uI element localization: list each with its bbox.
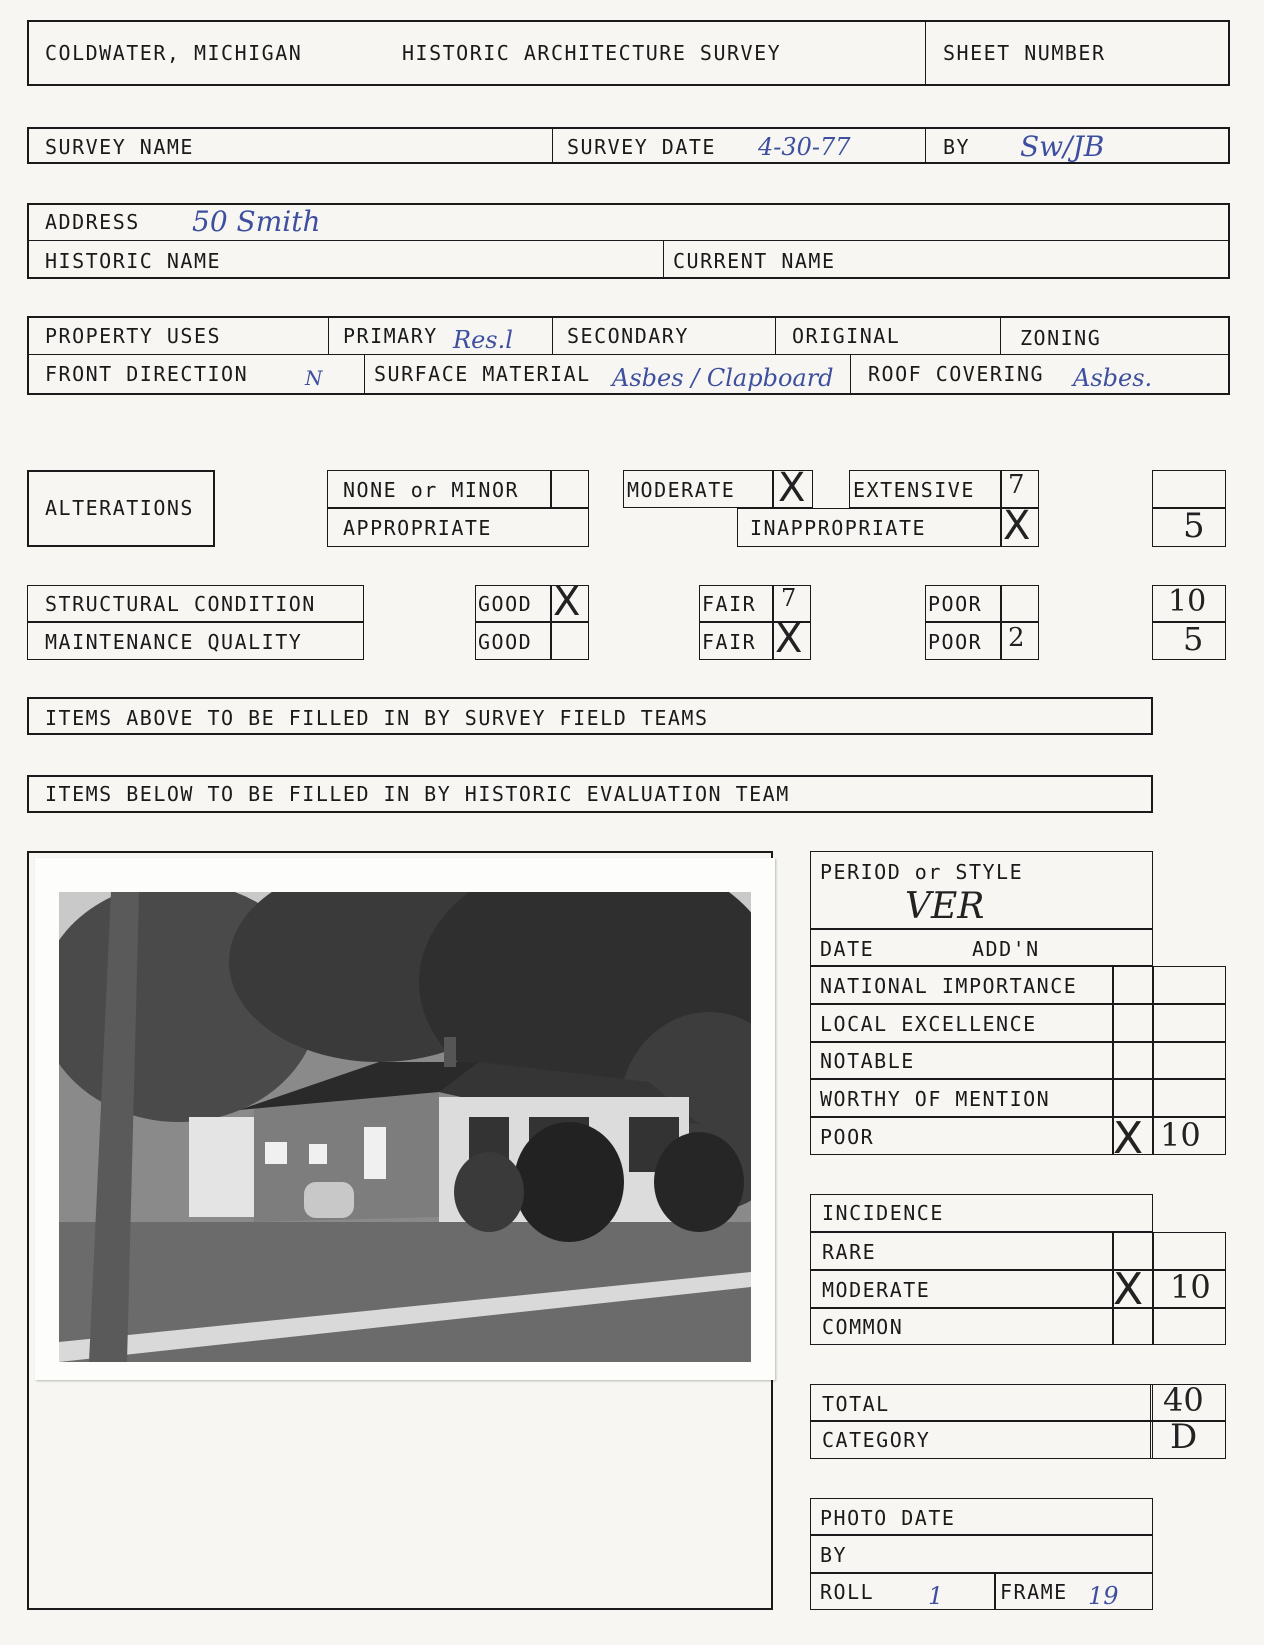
survey-date-label: SURVEY DATE: [567, 135, 716, 159]
secondary-label: SECONDARY: [567, 324, 689, 348]
current-name-label: CURRENT NAME: [673, 249, 836, 273]
incidence-moderate-label: MODERATE: [822, 1278, 931, 1302]
photo-date-label: PHOTO DATE: [820, 1506, 956, 1530]
header-divider: [925, 20, 926, 86]
period-label: PERIOD or STYLE: [820, 860, 1024, 884]
eval-score-national: [1153, 966, 1226, 1004]
inappropriate-label: INAPPROPRIATE: [750, 516, 927, 540]
total-value: 40: [1163, 1381, 1204, 1419]
structural-score: 10: [1168, 584, 1207, 619]
national-importance-label: NATIONAL IMPORTANCE: [820, 974, 1078, 998]
category-label: CATEGORY: [822, 1428, 931, 1452]
historic-name-label: HISTORIC NAME: [45, 249, 222, 273]
zoning-label: ZONING: [1020, 326, 1102, 350]
survey-by-value: Sw/JB: [1020, 130, 1105, 163]
none-minor-check[interactable]: [551, 470, 589, 508]
eval-check-notable[interactable]: [1113, 1042, 1153, 1079]
property-divider-h: [27, 354, 1230, 355]
structural-poor-label: POOR: [928, 592, 983, 616]
primary-label: PRIMARY: [343, 324, 438, 348]
eval-poor-label: POOR: [820, 1125, 875, 1149]
alterations-score-top: [1152, 470, 1226, 508]
frame-label: FRAME: [1000, 1580, 1068, 1604]
surface-material-label: SURFACE MATERIAL: [374, 362, 591, 386]
none-minor-label: NONE or MINOR: [343, 478, 520, 502]
front-direction-label: FRONT DIRECTION: [45, 362, 249, 386]
property-v6: [850, 354, 851, 395]
primary-value: Res.l: [453, 326, 513, 354]
period-value: VER: [905, 886, 985, 927]
address-label: ADDRESS: [45, 210, 140, 234]
survey-name-label: SURVEY NAME: [45, 135, 194, 159]
eval-check-national[interactable]: [1113, 966, 1153, 1004]
house-photo: [35, 858, 775, 1380]
form-title: HISTORIC ARCHITECTURE SURVEY: [402, 41, 782, 65]
incidence-score-rare: [1153, 1232, 1226, 1270]
eval-score-worthy: [1153, 1079, 1226, 1117]
extensive-mark: 7: [1008, 470, 1025, 500]
original-label: ORIGINAL: [792, 324, 901, 348]
roof-covering-label: ROOF COVERING: [868, 362, 1045, 386]
photo-by-cell: [810, 1535, 1153, 1573]
property-v2: [552, 316, 553, 354]
structural-poor-check[interactable]: [1001, 585, 1039, 622]
total-label: TOTAL: [822, 1392, 890, 1416]
address-value: 50 Smith: [192, 205, 321, 238]
maintenance-poor-label: POOR: [928, 630, 983, 654]
eval-check-worthy[interactable]: [1113, 1079, 1153, 1117]
incidence-label: INCIDENCE: [822, 1201, 944, 1225]
address-divider-h: [27, 240, 1230, 241]
maintenance-fair-mark: X: [775, 616, 803, 662]
roll-label: ROLL: [820, 1580, 875, 1604]
structural-good-mark: X: [553, 579, 581, 625]
city-label: COLDWATER, MICHIGAN: [45, 41, 303, 65]
frame-value: 19: [1088, 1582, 1119, 1610]
alterations-score: 5: [1183, 506, 1205, 546]
eval-check-local[interactable]: [1113, 1004, 1153, 1042]
maintenance-score: 5: [1183, 620, 1204, 658]
property-v5: [364, 354, 365, 395]
inappropriate-mark: X: [1003, 503, 1031, 549]
addn-label: ADD'N: [972, 937, 1040, 961]
eval-score-notable: [1153, 1042, 1226, 1079]
maintenance-quality-label: MAINTENANCE QUALITY: [45, 630, 303, 654]
house-photo-image: [59, 892, 751, 1362]
moderate-label: MODERATE: [627, 478, 736, 502]
structural-good-label: GOOD: [478, 592, 533, 616]
surface-material-value: Asbes / Clapboard: [612, 364, 834, 392]
notable-label: NOTABLE: [820, 1049, 915, 1073]
eval-score-local: [1153, 1004, 1226, 1042]
sheet-number-label: SHEET NUMBER: [943, 41, 1106, 65]
category-value: D: [1170, 1417, 1198, 1457]
alterations-label: ALTERATIONS: [45, 496, 194, 520]
appropriate-label: APPROPRIATE: [343, 516, 492, 540]
worthy-label: WORTHY OF MENTION: [820, 1087, 1051, 1111]
incidence-moderate-score: 10: [1170, 1268, 1211, 1306]
structural-fair-label: FAIR: [702, 592, 757, 616]
eval-poor-score: 10: [1160, 1116, 1201, 1154]
property-uses-label: PROPERTY USES: [45, 324, 222, 348]
extensive-label: EXTENSIVE: [853, 478, 975, 502]
incidence-moderate-mark: X: [1113, 1264, 1144, 1315]
moderate-mark: X: [778, 465, 806, 511]
maintenance-good-label: GOOD: [478, 630, 533, 654]
notes-above-text: ITEMS ABOVE TO BE FILLED IN BY SURVEY FIELD TEAMS: [45, 706, 709, 730]
incidence-score-common: [1153, 1308, 1226, 1345]
front-direction-value: N: [305, 366, 323, 390]
date-label: DATE: [820, 937, 875, 961]
maintenance-good-check[interactable]: [551, 622, 589, 660]
eval-poor-mark: X: [1113, 1113, 1144, 1164]
roll-value: 1: [928, 1582, 944, 1610]
photo-by-label: BY: [820, 1543, 848, 1567]
notes-below-text: ITEMS BELOW TO BE FILLED IN BY HISTORIC EVALUATION TEAM: [45, 782, 790, 806]
property-v4: [1000, 316, 1001, 354]
rare-label: RARE: [822, 1240, 877, 1264]
property-v1: [328, 316, 329, 354]
survey-by-label: BY: [943, 135, 971, 159]
structural-fair-mark: 7: [781, 584, 797, 612]
local-excellence-label: LOCAL EXCELLENCE: [820, 1012, 1037, 1036]
roof-covering-value: Asbes.: [1073, 364, 1153, 392]
common-label: COMMON: [822, 1315, 904, 1339]
survey-date-value: 4-30-77: [758, 133, 851, 161]
structural-condition-label: STRUCTURAL CONDITION: [45, 592, 316, 616]
maintenance-poor-mark: 2: [1008, 623, 1025, 653]
property-v3: [775, 316, 776, 354]
survey-divider-2: [925, 127, 926, 164]
address-divider-v: [663, 240, 664, 279]
maintenance-fair-label: FAIR: [702, 630, 757, 654]
survey-divider-1: [552, 127, 553, 164]
